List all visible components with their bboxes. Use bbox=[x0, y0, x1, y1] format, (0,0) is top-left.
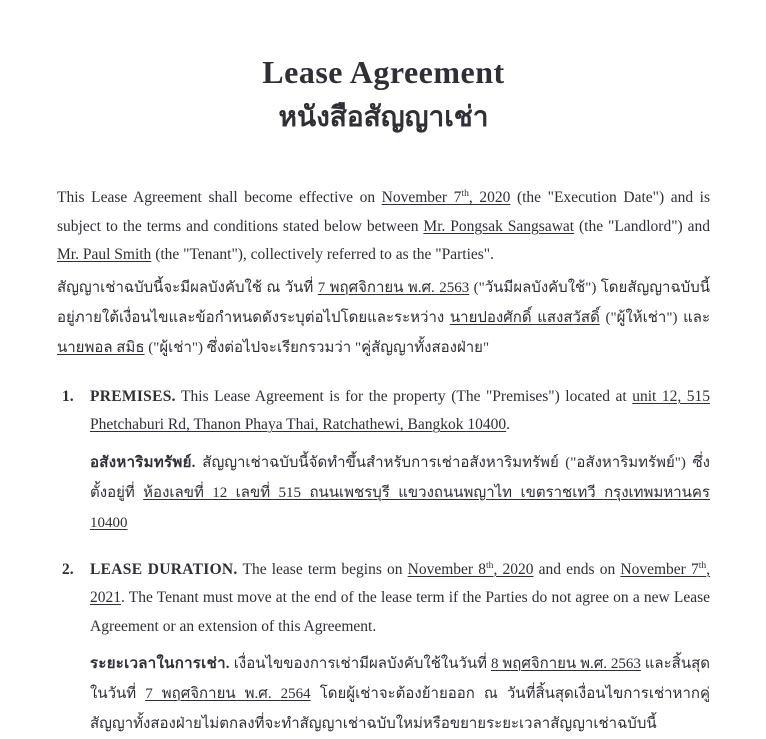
date-day: November 7 bbox=[620, 561, 698, 578]
premises-paragraph-th bbox=[90, 448, 710, 538]
lease-start-date-th: 8 พฤศจิกายน พ.ศ. 2563 bbox=[491, 656, 641, 672]
intro-text-th: สัญญาเช่าฉบับนี้จะมีผลบังคับใช้ ณ วันที่ bbox=[57, 280, 318, 296]
date-day: November 7 bbox=[382, 189, 462, 206]
lease-duration-paragraph-th bbox=[90, 649, 710, 739]
section-body bbox=[90, 383, 710, 538]
intro-paragraph-th bbox=[57, 273, 710, 363]
date-year: , 2020 bbox=[469, 189, 510, 206]
date-day: November 8 bbox=[408, 561, 486, 578]
section-body bbox=[90, 556, 710, 739]
tenant-name-th: นายพอล สมิธ bbox=[57, 340, 145, 356]
landlord-name-th: นายปองศักดิ์ แสงสวัสดิ์ bbox=[450, 310, 600, 326]
intro-text: (the "Execution Date") and is subject to the terms and conditions stated below between bbox=[57, 189, 710, 235]
section-text-th: สัญญาเช่าฉบับนี้จัดทำขึ้นสำหรับการเช่าอสังหาริมทรัพย์ ("อสังหาริมทรัพย์") ซึ่งตั้งอยู่ที่ bbox=[90, 455, 710, 501]
section-heading-en: LEASE DURATION. bbox=[90, 561, 238, 578]
section-heading-th: ระยะเวลาในการเช่า. bbox=[90, 656, 230, 672]
page-title-en: Lease Agreement bbox=[57, 52, 710, 92]
tenant-name: Mr. Paul Smith bbox=[57, 246, 151, 263]
execution-date-th: 7 พฤศจิกายน พ.ศ. 2563 bbox=[318, 280, 469, 296]
section-text: This Lease Agreement is for the property (The "Premises") located at bbox=[176, 388, 632, 405]
premises-address-th: ห้องเลขที่ 12 เลขที่ 515 ถนนเพชรบุรี แขวงถนนพญาไท เขตราชเทวี กรุงเทพมหานคร 10400 bbox=[90, 485, 710, 531]
lease-start-date bbox=[408, 561, 534, 578]
intro-text: This Lease Agreement shall become effective on bbox=[57, 189, 382, 206]
intro-text-th: ("ผู้ให้เช่า") และ bbox=[600, 310, 710, 326]
premises-paragraph-en bbox=[90, 383, 710, 440]
section-text-th: โดยผู้เช่าจะต้องย้ายออก ณ วันที่สิ้นสุดเงื่อนไขการเช่าหากคู่สัญญาทั้งสองฝ่ายไม่ตกลงที่จะทำสัญญาเช่าฉบับใหม่หรือขยายระยะเวลาสัญญาเช่าฉบับนี้ bbox=[90, 686, 710, 732]
section-text-th: เงื่อนไขของการเช่ามีผลบังคับใช้ในวันที่ bbox=[230, 656, 491, 672]
section-text: and ends on bbox=[533, 561, 620, 578]
lease-end-date-th: 7 พฤศจิกายน พ.ศ. 2564 bbox=[145, 686, 310, 702]
section-heading-en: PREMISES. bbox=[90, 388, 176, 405]
premises-address: unit 12, 515 Phetchaburi Rd, Thanon Phaya Thai, Ratchathewi, Bangkok 10400 bbox=[90, 388, 710, 434]
ordinal-suffix: th bbox=[461, 188, 468, 199]
intro-text: (the "Landlord") and bbox=[574, 218, 710, 235]
page-title-th: หนังสือสัญญาเช่า bbox=[57, 96, 710, 140]
section-text: . The Tenant must move at the end of the lease term if the Parties do not agree on a new Lease Agreement or an extension of this Agreement. bbox=[90, 589, 710, 635]
date-year: , 2020 bbox=[493, 561, 533, 578]
intro-text: (the "Tenant"), collectively referred to as the "Parties". bbox=[151, 246, 494, 263]
section-text: . bbox=[506, 416, 510, 433]
section-premises bbox=[57, 383, 710, 538]
section-heading-th: อสังหาริมทรัพย์. bbox=[90, 455, 196, 471]
section-text-th: และสิ้นสุดในวันที่ bbox=[90, 656, 710, 702]
section-number: 1. bbox=[57, 383, 90, 412]
intro-text-th: ("วันมีผลบังคับใช้") โดยสัญญาฉบับนี้อยู่ภายใต้เงื่อนไขและข้อกำหนดดังระบุต่อไปโดยและระหว่าง bbox=[57, 280, 710, 326]
intro-paragraph-en bbox=[57, 184, 710, 270]
ordinal-suffix: th bbox=[699, 559, 706, 570]
lease-duration-paragraph-en bbox=[90, 556, 710, 642]
section-number: 2. bbox=[57, 556, 90, 585]
execution-date bbox=[382, 189, 511, 206]
ordinal-suffix: th bbox=[486, 559, 493, 570]
section-text: The lease term begins on bbox=[238, 561, 408, 578]
date-year: , 2021 bbox=[90, 561, 710, 607]
section-lease-duration bbox=[57, 556, 710, 739]
intro-text-th: ("ผู้เช่า") ซึ่งต่อไปจะเรียกรวมว่า "คู่สัญญาทั้งสองฝ่าย" bbox=[145, 340, 490, 356]
landlord-name: Mr. Pongsak Sangsawat bbox=[423, 218, 574, 235]
